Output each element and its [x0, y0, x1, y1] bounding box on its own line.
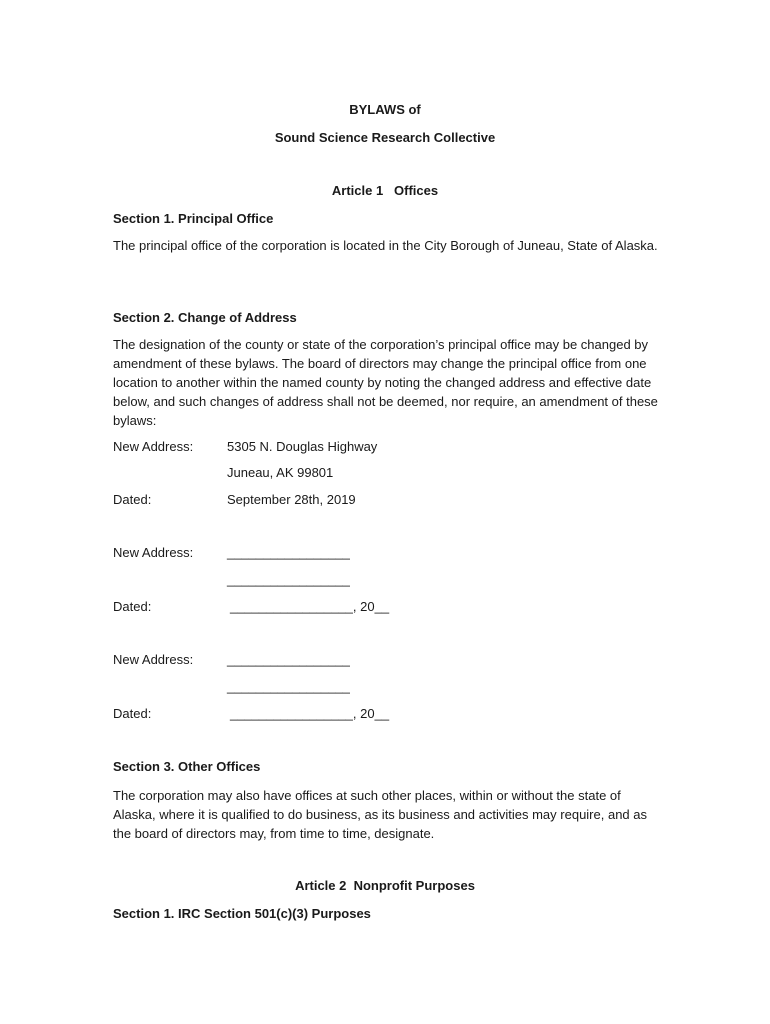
- new-address-label: New Address:: [113, 652, 194, 667]
- dated-label: Dated:: [113, 492, 152, 507]
- blank-address-line: _________________: [227, 652, 350, 667]
- blank-date-line: _________________, 20__: [230, 706, 390, 721]
- doc-title: BYLAWS of: [349, 102, 421, 117]
- dated-label: Dated:: [113, 599, 152, 614]
- article2-section1-heading: Section 1. IRC Section 501(c)(3) Purposes: [113, 906, 371, 921]
- section1-body: The principal office of the corporation is located in the City Borough of Juneau, State of Alaska.: [113, 238, 658, 253]
- address-line-1: 5305 N. Douglas Highway: [227, 439, 378, 454]
- blank-address-line: _________________: [227, 545, 350, 560]
- blank-address-line: _________________: [227, 572, 350, 587]
- section2-heading: Section 2. Change of Address: [113, 310, 297, 325]
- address-line-2: Juneau, AK 99801: [227, 465, 334, 480]
- section3-heading: Section 3. Other Offices: [113, 759, 261, 774]
- section2-body: The designation of the county or state of the corporation’s principal office may be changed by amendment of these bylaws. The board of directors may change the principal office from one location to another within the named county by noting the changed address and effective date below, and such changes of address shall not be deemed, nor require, an amendment of these bylaws:: [113, 337, 658, 428]
- dated-label: Dated:: [113, 706, 152, 721]
- org-name: Sound Science Research Collective: [274, 130, 496, 145]
- date-value: September 28th, 2019: [227, 492, 356, 507]
- section1-heading: Section 1. Principal Office: [113, 211, 274, 226]
- section3-body: The corporation may also have offices at such other places, within or without the state of Alaska, where it is qualified to do business, as its business and activities may require, and as the board of directors may, from time to time, designate.: [113, 788, 647, 841]
- article2-heading: Article 2 Nonprofit Purposes: [295, 878, 475, 893]
- article1-heading: Article 1 Offices: [331, 183, 439, 198]
- blank-address-line: _________________: [227, 679, 350, 694]
- new-address-label: New Address:: [113, 545, 194, 560]
- new-address-label: New Address:: [113, 439, 194, 454]
- blank-date-line: _________________, 20__: [230, 599, 390, 614]
